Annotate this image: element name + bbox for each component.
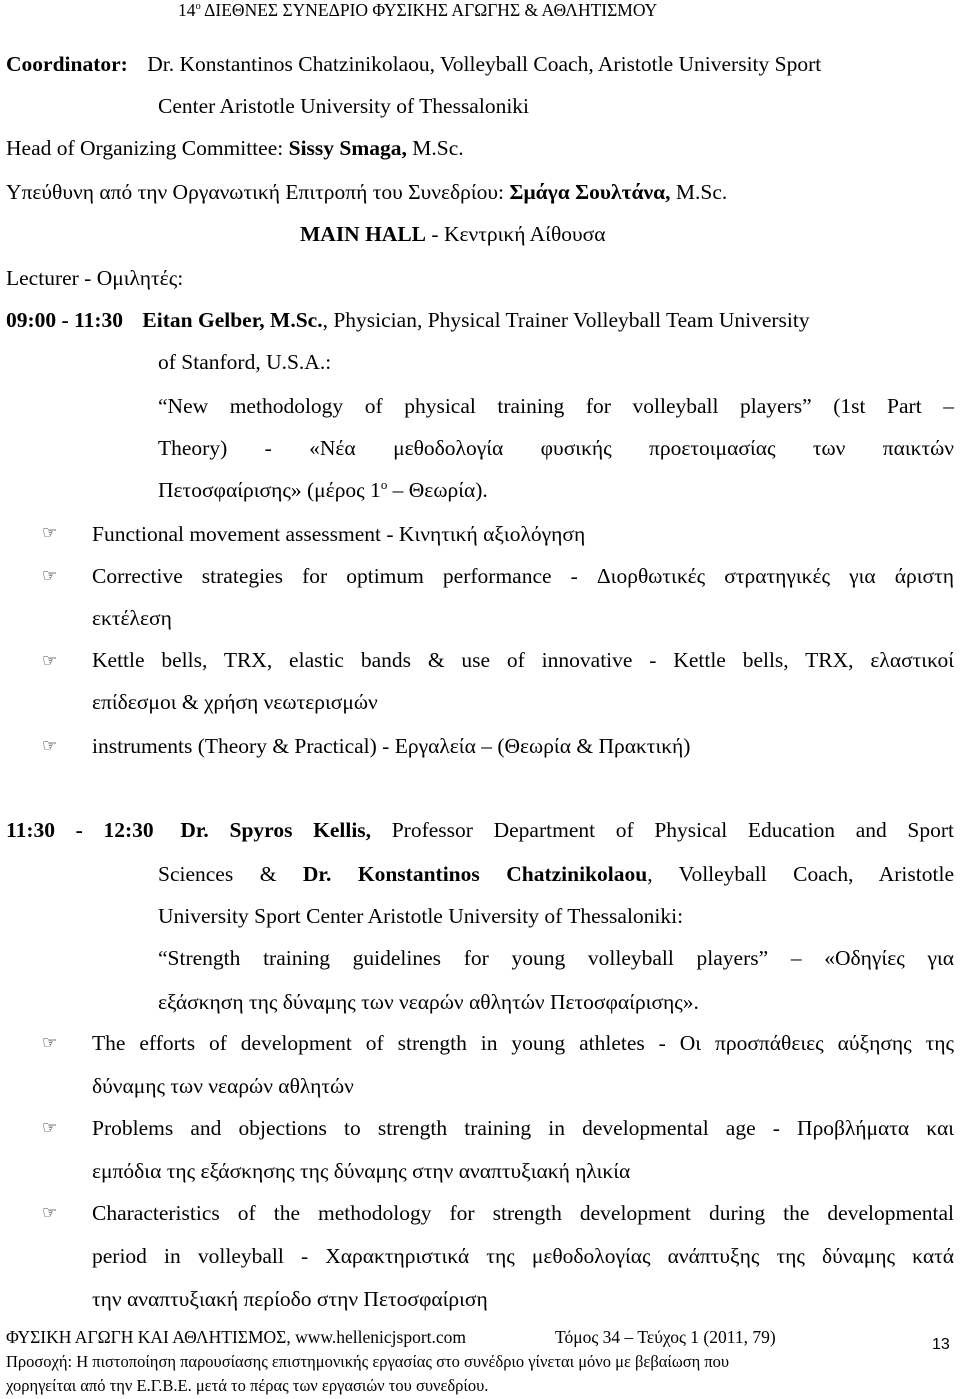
session-2-line-2: [158, 862, 954, 887]
footer-journal: ΦΥΣΙΚΗ ΑΓΩΓΗ ΚΑΙ ΑΘΛΗΤΙΣΜΟΣ, www.hellenicjsport.com: [6, 1327, 467, 1347]
hall-gr: - Κεντρική Αίθουσα: [426, 222, 606, 246]
lecturer-label: Lecturer - Ομιλητές:: [6, 266, 184, 290]
session-2-speaker-2: Konstantinos Chatzinikolaou: [331, 862, 648, 886]
session-2-talk-line-2: εξάσκηση της δύναμης των νεαρών αθλητών Πετοσφαίρισης».: [158, 990, 699, 1014]
session-2-talk-line-1: “Strength training guidelines for young volleyball players” – «Οδηγίες για: [158, 946, 954, 970]
footer-volume: Τόμος 34 – Τεύχος 1 (2011, 79): [555, 1327, 776, 1347]
bullet-text-cont: την αναπτυξιακή περίοδο στην Πετοσφαίριση: [92, 1287, 488, 1311]
bullet-text: Characteristics of the methodology for strength development during the developmental: [92, 1201, 954, 1225]
bullet-text-cont: εκτέλεση: [92, 606, 172, 630]
bullet-text: Corrective strategies for optimum performance - Διορθωτικές στρατηγικές για άριστη: [92, 564, 954, 588]
bullet-text-cont: period in volleyball - Χαρακτηριστικά της μεθοδολογίας ανάπτυξης της δύναμης κατά: [92, 1244, 954, 1268]
coordinator-line-2: Center Aristotle University of Thessaloniki: [158, 94, 530, 118]
session-1-talk-line-1: “New methodology of physical training for volleyball players” (1st Part –: [158, 394, 954, 418]
pointing-hand-icon: ☞: [42, 1118, 58, 1138]
hall-title: [300, 222, 606, 247]
session-1-affiliation: of Stanford, U.S.A.:: [158, 350, 332, 374]
head-org-gr-suffix: M.Sc.: [670, 180, 728, 204]
session-2-affiliation: University Sport Center Aristotle University of Thessaloniki:: [158, 904, 684, 928]
bullet-text: instruments (Theory & Practical) - Εργαλεία – (Θεωρία & Πρακτική): [92, 734, 691, 758]
head-of-organizing-committee-greek: [6, 180, 727, 205]
session-1-rest: , Physician, Physical Trainer Volleyball Team University: [322, 308, 810, 332]
session-2-line-2-post: , Volleyball Coach, Aristotle: [647, 862, 954, 886]
footer-note-line-1: Προσοχή: Η πιστοποίηση παρουσίασης επιστημονικής εργασίας στο συνέδριο γίνεται μόνο με βεβαίωση που: [6, 1352, 730, 1371]
page-header: [178, 0, 657, 21]
coordinator-line-1: [6, 52, 821, 77]
page-number: 13: [932, 1336, 950, 1353]
coordinator-name: Dr. Konstantinos Chatzinikolaou,: [147, 52, 436, 76]
bullet-text-cont: εμπόδια της εξάσκησης της δύναμης στην αναπτυξιακή ηλικία: [92, 1159, 631, 1183]
bullet-text: Kettle bells, TRX, elastic bands & use of innovative - Kettle bells, TRX, ελαστικοί: [92, 648, 954, 672]
coordinator-rest: Volleyball Coach, Aristotle University Sport: [435, 52, 822, 76]
session-1-time: 09:00 - 11:30: [6, 308, 124, 332]
session-2-header: [6, 818, 954, 843]
bullet-text-cont: δύναμης των νεαρών αθλητών: [92, 1074, 354, 1098]
head-org-name: Sissy Smaga,: [288, 136, 407, 160]
pointing-hand-icon: ☞: [42, 523, 58, 543]
head-org-prefix: Head of Organizing Committee:: [6, 136, 289, 160]
coordinator-label: Coordinator:: [6, 52, 128, 76]
bullet-text: Functional movement assessment - Κινητική αξιολόγηση: [92, 522, 586, 546]
pointing-hand-icon: ☞: [42, 1033, 58, 1053]
session-1-talk-line-3-post: – Θεωρία).: [387, 478, 488, 502]
session-2-time: 11:30 - 12:30: [6, 818, 154, 842]
session-2-rest-1: Professor Department of Physical Education and Sport: [371, 818, 955, 842]
head-org-gr-prefix: Υπεύθυνη από την Οργανωτική Επιτροπή του Συνεδρίου:: [6, 180, 510, 204]
session-1-talk-line-3-pre: Πετοσφαίρισης» (μέρος 1: [158, 478, 381, 502]
session-1-header: [6, 308, 810, 333]
session-1-talk-line-3-sup: ο: [380, 477, 388, 492]
pointing-hand-icon: ☞: [42, 651, 58, 671]
footer-note-line-2: χορηγείται από την Ε.Γ.Β.Ε. μετά το πέρας των εργασιών του συνεδρίου.: [6, 1376, 489, 1395]
head-of-organizing-committee: [6, 136, 464, 161]
session-2-dr-2: Dr.: [302, 862, 332, 886]
header-title-post: ΔΙΕΘΝΕΣ ΣΥΝΕΔΡΙΟ ΦΥΣΙΚΗΣ ΑΓΩΓΗΣ & ΑΘΛΗΤΙΣΜΟΥ: [200, 0, 658, 20]
head-org-gr-name: Σμάγα Σουλτάνα,: [509, 180, 671, 204]
session-1-talk-line-3: [158, 478, 488, 503]
pointing-hand-icon: ☞: [42, 566, 58, 586]
pointing-hand-icon: ☞: [42, 736, 58, 756]
session-2-speaker-1: Spyros Kellis,: [229, 818, 372, 842]
bullet-text: The efforts of development of strength in young athletes - Οι προσπάθειες αύξησης της: [92, 1031, 954, 1055]
header-title-pre: 14: [178, 0, 196, 20]
session-2-dr-1: Dr.: [180, 818, 209, 842]
head-org-suffix: M.Sc.: [406, 136, 464, 160]
bullet-text: Problems and objections to strength training in developmental age - Προβλήματα και: [92, 1116, 954, 1140]
session-2-line-2-pre: Sciences &: [158, 862, 303, 886]
session-1-speaker: Eitan Gelber, M.Sc.: [142, 308, 323, 332]
session-1-talk-line-2: Theory) - «Νέα μεθοδολογία φυσικής προετοιμασίας των παικτών: [158, 436, 954, 460]
hall-en: MAIN HALL: [300, 222, 427, 246]
header-title-sup: ο: [195, 1, 201, 13]
pointing-hand-icon: ☞: [42, 1203, 58, 1223]
bullet-text-cont: επίδεσμοι & χρήση νεωτερισμών: [92, 690, 378, 714]
